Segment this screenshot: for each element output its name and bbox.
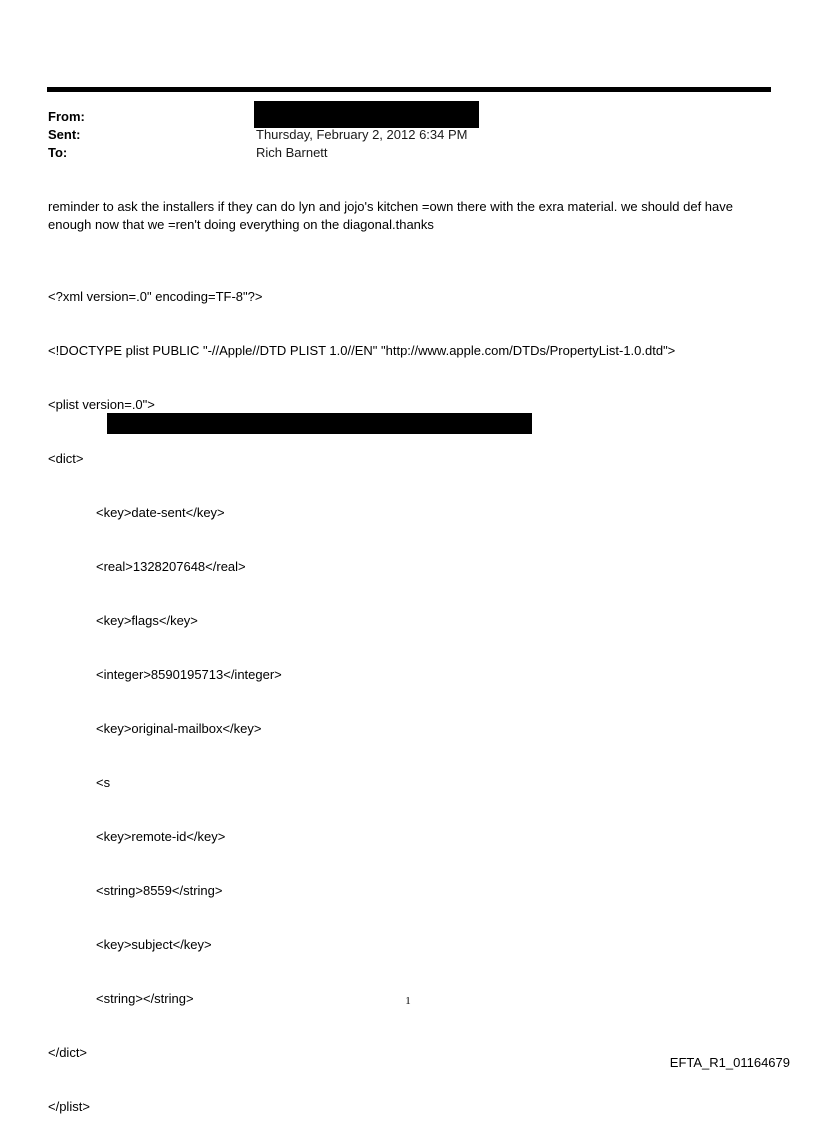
email-header-values [256, 108, 467, 162]
xml-line: <key>remote-id</key> [96, 829, 226, 844]
email-header-labels [48, 108, 85, 162]
xml-line: <key>original-mailbox</key> [96, 721, 262, 736]
xml-line: <s [96, 775, 111, 790]
to-value: Rich Barnett [256, 145, 328, 160]
page-number: 1 [405, 995, 411, 1007]
sent-value: Thursday, February 2, 2012 6:34 PM [256, 127, 468, 142]
xml-line: <dict> [48, 451, 84, 466]
xml-line: <string>8559</string> [96, 883, 223, 898]
xml-line: <plist version=.0"> [48, 397, 155, 412]
sent-label: Sent: [48, 127, 81, 142]
from-value [256, 108, 467, 126]
mailbox-redaction [107, 413, 532, 434]
xml-line: <string></string> [96, 991, 194, 1006]
xml-line: <key>flags</key> [96, 613, 198, 628]
to-label: To: [48, 145, 68, 160]
header-rule [47, 87, 771, 92]
xml-line: <real>1328207648</real> [96, 559, 246, 574]
xml-line: <key>date-sent</key> [96, 505, 225, 520]
xml-line: </dict> [48, 1045, 88, 1060]
xml-line: <key>subject</key> [96, 937, 212, 952]
xml-line: <!DOCTYPE plist PUBLIC "-//Apple//DTD PLIST 1.0//EN" "http://www.apple.com/DTDs/PropertyList-1.0.dtd"> [48, 343, 676, 358]
xml-line: <integer>8590195713</integer> [96, 667, 282, 682]
from-label: From: [48, 109, 85, 124]
xml-line: </plist> [48, 1099, 90, 1114]
document-id: EFTA_R1_01164679 [669, 1055, 790, 1070]
xml-line: <?xml version=.0" encoding=TF-8"?> [48, 289, 263, 304]
email-body: reminder to ask the installers if they can do lyn and jojo's kitchen =own there with the exra material. we should def have enough now that we =ren't doing everything on the diagonal.thanks [48, 199, 733, 232]
